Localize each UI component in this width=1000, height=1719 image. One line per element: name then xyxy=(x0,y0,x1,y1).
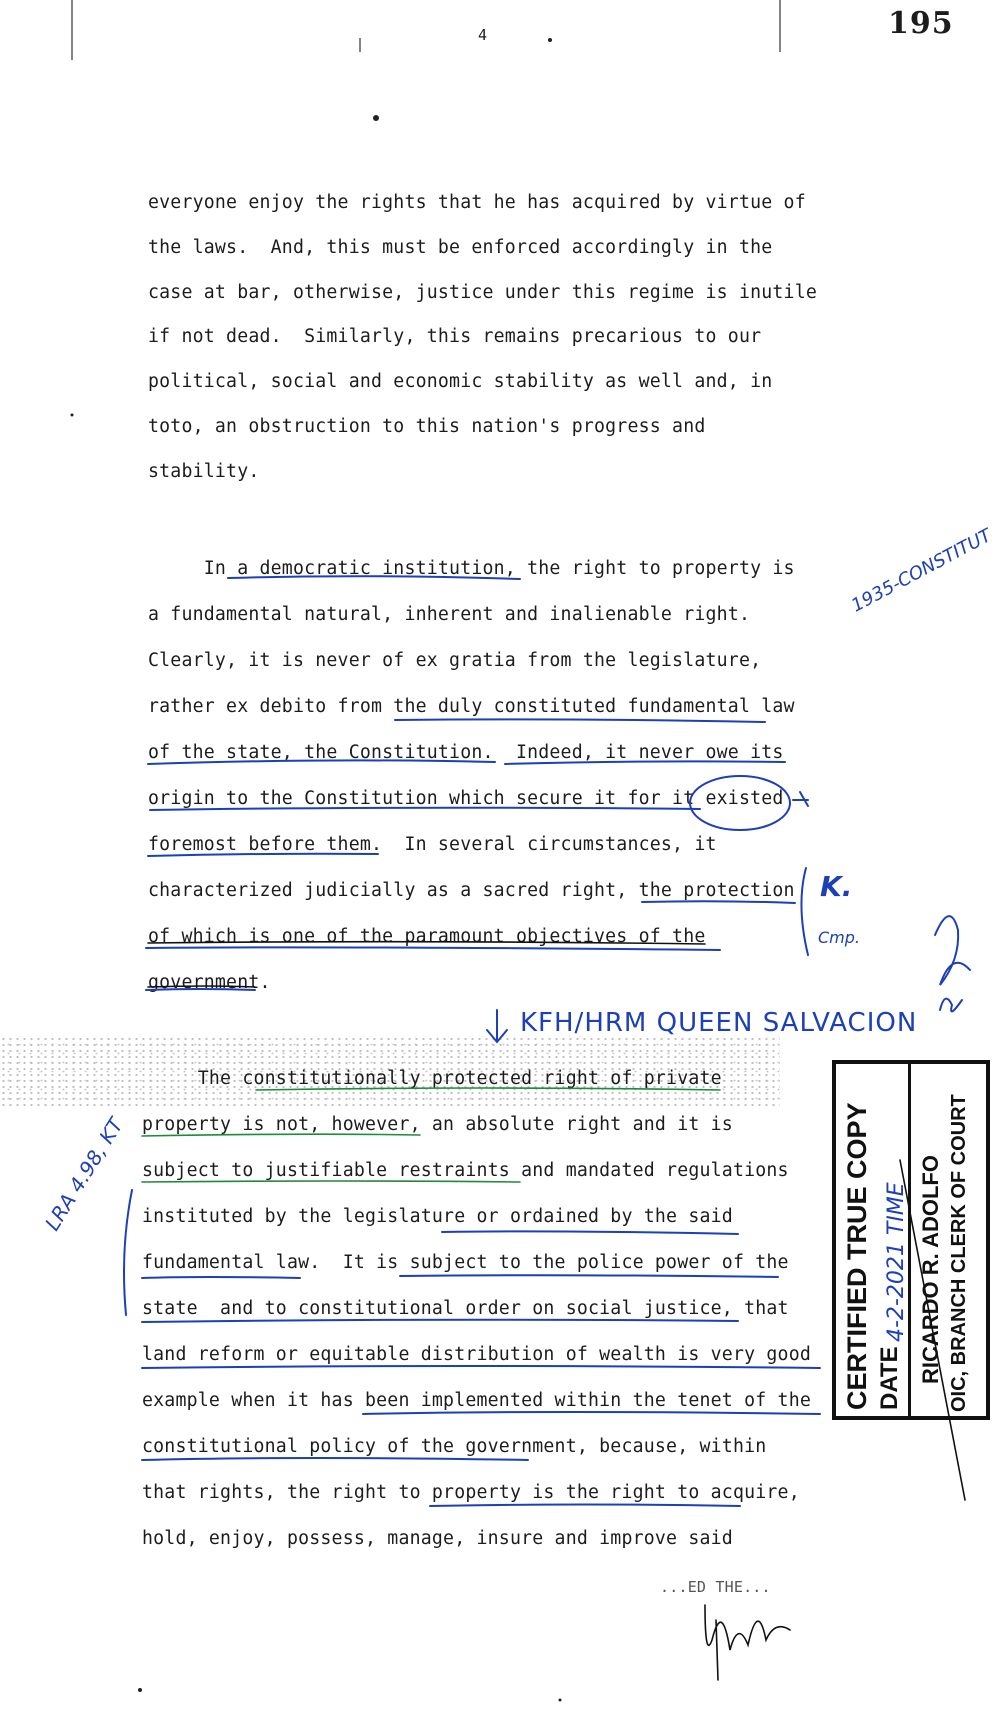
body-line: political, social and economic stability as well and, in xyxy=(148,371,773,392)
body-line: instituted by the legislature or ordained by the said xyxy=(142,1206,733,1227)
body-line: constitutional policy of the government, because, within xyxy=(142,1436,767,1457)
body-line: toto, an obstruction to this nation's progress and xyxy=(148,416,706,437)
signature-mark xyxy=(705,1605,790,1650)
underline-mark xyxy=(142,1134,420,1136)
margin-initials-mark xyxy=(940,999,962,1012)
specks xyxy=(373,115,379,121)
body-line: origin to the Constitution which secure it for it existed xyxy=(148,788,784,809)
body-line: fundamental law. It is subject to the police power of the xyxy=(142,1252,789,1273)
body-line: rather ex debito from the duly constituted fundamental law xyxy=(148,696,795,717)
underline-mark xyxy=(148,854,378,856)
body-line: if not dead. Similarly, this remains precarious to our xyxy=(148,326,762,347)
body-line: everyone enjoy the rights that he has acquired by virtue of xyxy=(148,192,806,213)
bracket-mark xyxy=(801,868,808,955)
body-line: hold, enjoy, possess, manage, insure and improve said xyxy=(142,1528,733,1549)
underline-mark xyxy=(142,1458,528,1460)
stamp-line-certified: CERTIFIED TRUE COPY xyxy=(842,1102,872,1410)
body-line: state and to constitutional order on social justice, that xyxy=(142,1298,789,1319)
specks xyxy=(138,1688,142,1692)
body-line: the laws. And, this must be enforced accordingly in the xyxy=(148,237,773,258)
underline-mark xyxy=(642,901,795,903)
bracket-mark xyxy=(124,1190,132,1315)
body-line: case at bar, otherwise, justice under this regime is inutile xyxy=(148,282,817,303)
header-note: KFH/HRM QUEEN SALVACION xyxy=(520,1008,918,1038)
underline-mark xyxy=(150,808,700,810)
footer-fragment: ...ED THE... xyxy=(660,1578,771,1596)
margin-initials-mark xyxy=(935,916,970,985)
underline-mark xyxy=(146,947,720,950)
body-line: Clearly, it is never of ex gratia from the legislature, xyxy=(148,650,762,671)
underline-mark xyxy=(505,761,785,764)
underline-mark xyxy=(430,1505,740,1507)
underline-mark xyxy=(228,576,520,579)
specks xyxy=(548,38,552,42)
underline-mark xyxy=(148,986,255,987)
underline-mark xyxy=(363,1412,820,1414)
body-line: foremost before them. In several circumstances, it xyxy=(148,834,717,855)
body-line: The constitutionally protected right of private xyxy=(142,1068,722,1089)
underline-mark xyxy=(148,760,495,764)
underline-mark xyxy=(442,1231,738,1234)
specks xyxy=(559,1699,562,1702)
check-note-sub: Cmp. xyxy=(818,928,860,947)
body-line: characterized judicially as a sacred right, the protection xyxy=(148,880,795,901)
underline-mark xyxy=(142,1277,300,1278)
underline-mark xyxy=(400,1275,778,1277)
stamp-line-title: OIC, BRANCH CLERK OF COURT xyxy=(948,1094,970,1412)
stamp-line-name: RICARDO R. ADOLFO xyxy=(918,1155,943,1384)
body-line: a fundamental natural, inherent and inalienable right. xyxy=(148,604,751,625)
body-line: stability. xyxy=(148,461,260,482)
body-line: of which is one of the paramount objectives of the xyxy=(148,926,706,947)
stamp-line-mark xyxy=(900,1160,965,1500)
underline-mark xyxy=(256,1088,720,1090)
body-line: government. xyxy=(148,972,271,993)
stamped-page-number: 195 xyxy=(888,6,954,41)
margin-note-left: LRA 4.98, KT xyxy=(40,1113,129,1235)
check-note: K. xyxy=(820,870,853,903)
signature-mark xyxy=(716,1620,718,1680)
underline-mark xyxy=(148,942,705,944)
underline-mark xyxy=(142,1320,738,1322)
body-line: of the state, the Constitution. Indeed, it never owe its xyxy=(148,742,784,763)
body-line: In a democratic institution, the right to property is xyxy=(148,558,795,579)
body-line: land reform or equitable distribution of wealth is very good xyxy=(142,1344,811,1365)
underline-mark xyxy=(142,1181,520,1182)
underline-mark xyxy=(395,719,765,722)
underline-mark xyxy=(142,1366,820,1368)
specks xyxy=(71,414,74,417)
circle-mark xyxy=(690,776,790,830)
stamp-handwritten-date: 4-2-2021 TIME xyxy=(884,1182,909,1342)
arrow-mark xyxy=(487,1010,507,1042)
body-line: subject to justifiable restraints and mandated regulations xyxy=(142,1160,789,1181)
margin-note-top: 1935-CONSTITUT xyxy=(848,525,996,617)
body-line: example when it has been implemented within the tenet of the xyxy=(142,1390,811,1411)
page-number: 4 xyxy=(478,26,488,44)
body-line: that rights, the right to property is the right to acquire, xyxy=(142,1482,800,1503)
underline-mark xyxy=(146,989,255,990)
arrow-mark xyxy=(793,792,808,806)
body-line: property is not, however, an absolute right and it is xyxy=(142,1114,733,1135)
stamp-line-date: DATE xyxy=(876,1346,903,1410)
